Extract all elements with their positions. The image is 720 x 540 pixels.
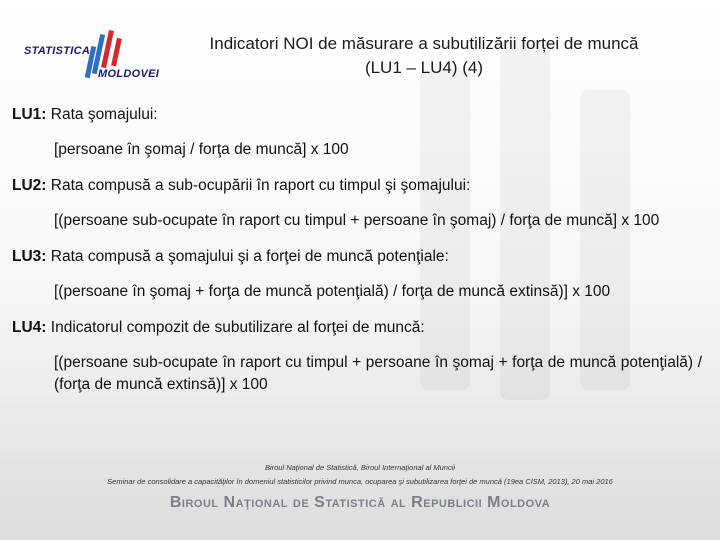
indicator-code: LU3: bbox=[12, 248, 47, 265]
title-line-1: Indicatori NOI de măsurare a subutilizării forței de muncă bbox=[209, 34, 639, 53]
indicator-lu3-formula: [(persoane în şomaj + forţa de muncă potenţială) / forţa de muncă extinsă)] x 100 bbox=[54, 283, 611, 300]
indicator-lu2-heading bbox=[12, 175, 702, 197]
indicator-name: Indicatorul compozit de subutilizare al forţei de muncă: bbox=[50, 319, 425, 336]
logo-top-text: STATISTICA bbox=[24, 45, 91, 57]
title-line-2: (LU1 – LU4) (4) bbox=[364, 58, 484, 77]
indicator-lu2-formula: [(persoane sub-ocupate în raport cu timpul + persoane în şomaj) / forţa de muncă] x 100 bbox=[54, 212, 660, 229]
indicator-name: Rata compusă a şomajului şi a forţei de muncă potenţiale: bbox=[50, 248, 449, 265]
indicator-code: LU1: bbox=[12, 106, 47, 123]
indicator-lu1-heading bbox=[12, 104, 702, 126]
page-title bbox=[150, 32, 698, 80]
footer-credits: Biroul Naţional de Statistică, Biroul Internaţional al Muncii bbox=[264, 463, 456, 472]
indicator-lu4-heading bbox=[12, 317, 702, 339]
logo-bottom-text: MOLDOVEI bbox=[98, 68, 160, 80]
indicator-lu4-formula: [(persoane sub-ocupate în raport cu timpul + persoane în şomaj + forţa de muncă potenţială) / (forţa de muncă extinsă)] x 100 bbox=[54, 354, 702, 393]
indicator-list bbox=[12, 104, 702, 396]
footer-seminar: Seminar de consolidare a capacităţilor în domeniul statisticilor privind munca, ocuparea şi subutilizarea forţei de muncă (19ea CISM, 2013), 20 mai 2016 bbox=[107, 477, 613, 486]
indicator-code: LU2: bbox=[12, 177, 47, 194]
indicator-code: LU4: bbox=[12, 319, 47, 336]
indicator-lu1-formula: [persoane în şomaj / forţa de muncă] x 100 bbox=[54, 141, 349, 158]
indicator-name: Rata şomajului: bbox=[50, 106, 158, 123]
indicator-lu3-heading bbox=[12, 246, 702, 268]
indicator-name: Rata compusă a sub-ocupării în raport cu timpul şi şomajului: bbox=[50, 177, 471, 194]
statistica-moldovei-logo bbox=[22, 28, 162, 86]
footer-organization: Biroul Naţional de Statistică al Republicii Moldova bbox=[169, 494, 551, 511]
